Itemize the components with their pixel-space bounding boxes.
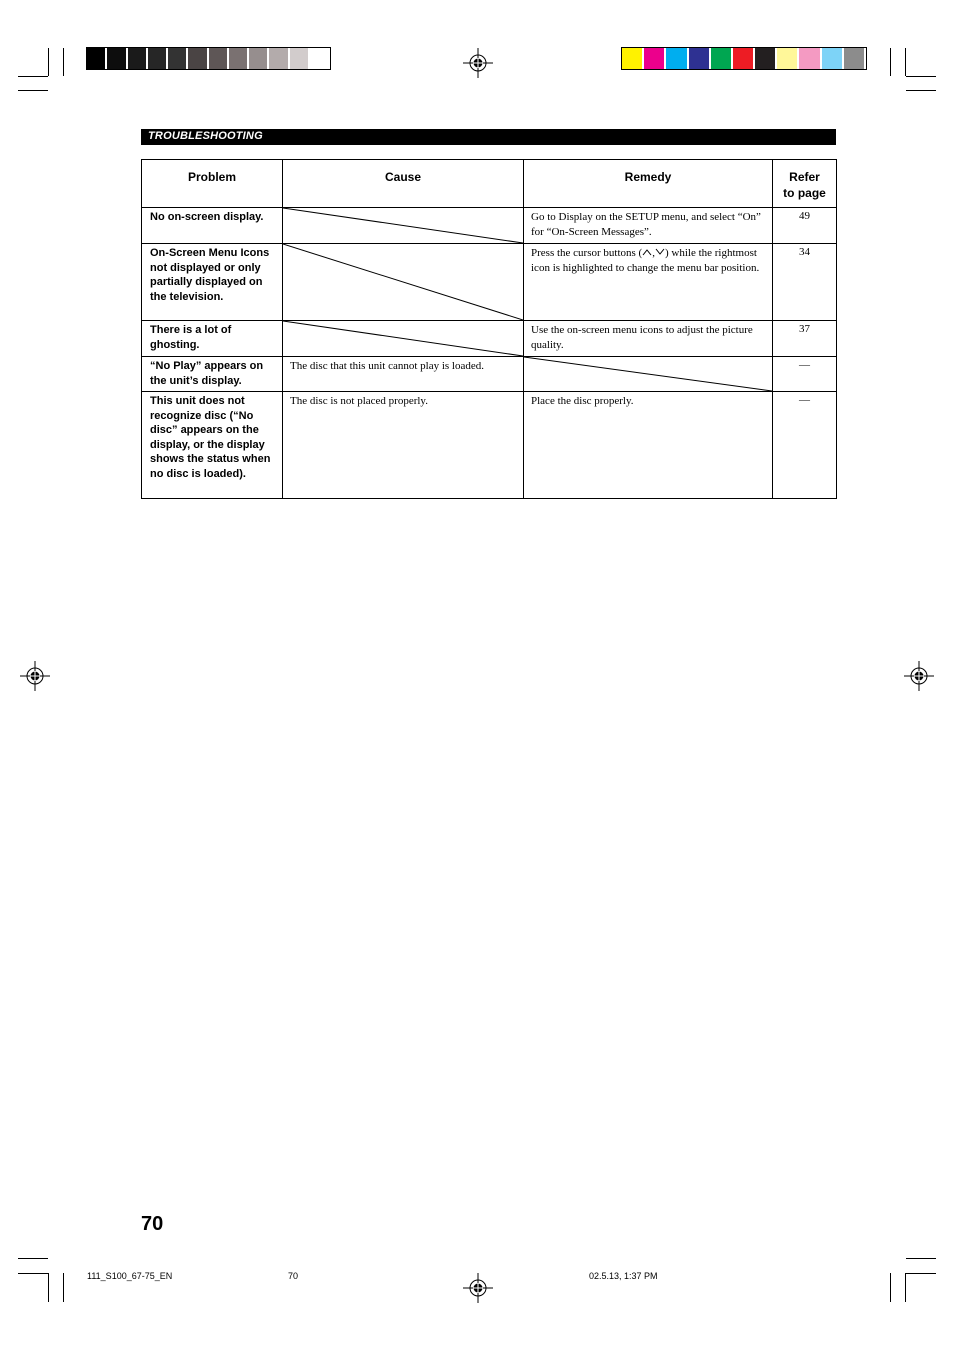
cause-cell-empty [283, 321, 524, 357]
crop-mark [18, 90, 48, 91]
crop-mark [18, 76, 48, 77]
refer-page-cell: 37 [773, 321, 837, 357]
gray-swatch [128, 48, 146, 69]
crop-mark [905, 48, 906, 76]
registration-mark-icon [463, 48, 493, 78]
color-swatch [644, 48, 664, 69]
color-swatch [777, 48, 797, 69]
gray-swatch [168, 48, 186, 69]
column-header-problem: Problem [142, 160, 283, 208]
registration-mark-icon [20, 661, 50, 691]
column-header-refer-to-page: Refer to page [773, 160, 837, 208]
color-swatch [733, 48, 753, 69]
diagonal-strike [524, 357, 772, 391]
gray-swatch [107, 48, 125, 69]
remedy-cell: Press the cursor buttons ( , ) while the rightmost icon is highlighted to change the menu bar position. [524, 244, 773, 321]
color-swatch [666, 48, 686, 69]
grayscale-calibration-bar [86, 47, 331, 70]
crop-mark [906, 1258, 936, 1259]
crop-mark [63, 48, 64, 76]
gray-swatch [229, 48, 247, 69]
problem-cell: This unit does not recognize disc (“No disc” appears on the display, or the display shows the status when no disc is loaded). [142, 392, 283, 499]
diagonal-strike [283, 321, 523, 356]
gray-swatch [87, 48, 105, 69]
refer-page-cell: 34 [773, 244, 837, 321]
remedy-cell: Use the on-screen menu icons to adjust the picture quality. [524, 321, 773, 357]
color-swatch [622, 48, 642, 69]
remedy-cell: Place the disc properly. [524, 392, 773, 499]
refer-page-cell: — [773, 357, 837, 392]
page-number: 70 [141, 1213, 164, 1235]
color-swatch [822, 48, 842, 69]
crop-mark [48, 1273, 49, 1302]
gray-swatch [249, 48, 267, 69]
crop-mark [906, 1273, 936, 1274]
gray-swatch [290, 48, 308, 69]
section-header-title: TROUBLESHOOTING [148, 130, 263, 142]
table-row [142, 321, 837, 357]
problem-cell: “No Play” appears on the unit’s display. [142, 357, 283, 392]
column-header-remedy: Remedy [524, 160, 773, 208]
problem-cell: On-Screen Menu Icons not displayed or only partially displayed on the television. [142, 244, 283, 321]
color-swatch [799, 48, 819, 69]
cause-cell: The disc that this unit cannot play is loaded. [283, 357, 524, 392]
crop-mark [906, 76, 936, 77]
column-header-cause: Cause [283, 160, 524, 208]
gray-swatch [269, 48, 287, 69]
cause-cell-empty [283, 244, 524, 321]
refer-page-cell: — [773, 392, 837, 499]
gray-swatch [310, 48, 328, 69]
remedy-cell: Go to Display on the SETUP menu, and select “On” for “On-Screen Messages”. [524, 208, 773, 244]
crop-mark [890, 48, 891, 76]
cursor-down-icon [655, 248, 665, 256]
footer-timestamp: 02.5.13, 1:37 PM [589, 1271, 658, 1281]
section-header-bar [141, 129, 836, 145]
color-calibration-bar [621, 47, 867, 70]
table-row [142, 208, 837, 244]
color-swatch [755, 48, 775, 69]
table-row [142, 392, 837, 499]
diagonal-strike [283, 244, 523, 320]
cause-cell: The disc is not placed properly. [283, 392, 524, 499]
gray-swatch [148, 48, 166, 69]
registration-mark-icon [904, 661, 934, 691]
problem-cell: There is a lot of ghosting. [142, 321, 283, 357]
footer-page: 70 [288, 1271, 299, 1281]
crop-mark [890, 1273, 891, 1302]
gray-swatch [188, 48, 206, 69]
registration-mark-icon [463, 1273, 493, 1303]
refer-page-cell: 49 [773, 208, 837, 244]
problem-cell: No on-screen display. [142, 208, 283, 244]
remedy-cell-empty [524, 357, 773, 392]
table-row [142, 244, 837, 321]
color-swatch [844, 48, 864, 69]
cursor-up-icon [642, 248, 652, 256]
footer-filename: 111_S100_67-75_EN [87, 1271, 173, 1281]
crop-mark [48, 48, 49, 76]
crop-mark [63, 1273, 64, 1302]
color-swatch [711, 48, 731, 69]
cause-cell-empty [283, 208, 524, 244]
gray-swatch [209, 48, 227, 69]
crop-mark [18, 1273, 48, 1274]
table-header-row [142, 160, 837, 208]
crop-mark [905, 1273, 906, 1302]
crop-mark [906, 90, 936, 91]
diagonal-strike [283, 208, 523, 243]
color-swatch [689, 48, 709, 69]
troubleshooting-table [141, 159, 837, 499]
crop-mark [18, 1258, 48, 1259]
table-row [142, 357, 837, 392]
